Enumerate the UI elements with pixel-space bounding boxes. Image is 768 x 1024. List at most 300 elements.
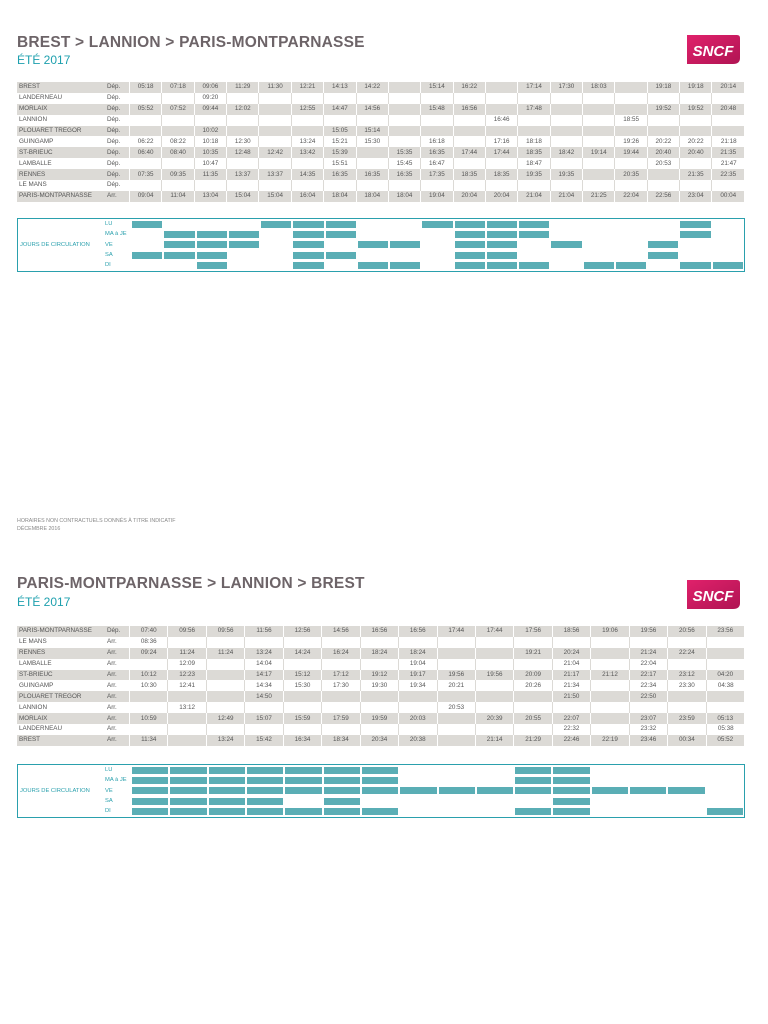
runs-indicator	[247, 767, 283, 774]
station-name: LAMBALLE	[17, 659, 105, 670]
day-cell	[196, 250, 228, 260]
timetable-2-table	[17, 626, 745, 746]
runs-indicator	[285, 777, 321, 784]
time-cell: 18:18	[518, 136, 550, 147]
station-row	[17, 735, 745, 746]
time-cell: 17:59	[322, 713, 360, 724]
time-cell: 19:17	[399, 670, 437, 681]
time-cell: 04:20	[707, 670, 745, 681]
time-cell	[207, 670, 245, 681]
day-cell	[421, 229, 453, 239]
runs-indicator	[285, 767, 321, 774]
time-cell: 19:35	[551, 169, 583, 180]
time-cell	[130, 158, 162, 169]
time-cell: 10:30	[130, 680, 168, 691]
station-name: LANDERNEAU	[17, 724, 105, 735]
runs-indicator	[616, 262, 646, 269]
time-cell	[648, 115, 680, 126]
day-label: VE	[105, 787, 113, 794]
day-cell	[438, 775, 476, 785]
time-cell: 07:35	[130, 169, 162, 180]
day-cell	[208, 806, 246, 816]
time-cell: 22:19	[591, 735, 629, 746]
timetable-1-table	[17, 82, 745, 202]
time-cell: 12:21	[292, 82, 324, 93]
time-cell: 17:44	[454, 147, 486, 158]
time-cell	[583, 126, 615, 137]
day-cell	[389, 219, 421, 229]
time-cell: 07:52	[162, 104, 194, 115]
runs-indicator	[680, 231, 710, 238]
day-cell	[712, 240, 745, 250]
day-cell	[284, 786, 322, 796]
time-cell	[259, 93, 291, 104]
day-cell	[552, 786, 590, 796]
day-cell	[591, 796, 629, 806]
time-cell: 16:04	[292, 191, 324, 202]
runs-indicator	[422, 221, 452, 228]
time-cell	[357, 147, 389, 158]
departure-arrival-label: Arr.	[105, 724, 130, 735]
time-cell	[486, 180, 518, 191]
time-cell	[591, 659, 629, 670]
runs-indicator	[668, 787, 704, 794]
day-cell	[208, 786, 246, 796]
time-cell	[361, 724, 399, 735]
time-cell: 19:52	[648, 104, 680, 115]
time-cell	[284, 691, 322, 702]
time-cell	[476, 648, 514, 659]
time-cell: 21:04	[551, 191, 583, 202]
day-cell	[260, 240, 292, 250]
station-name: LE MANS	[17, 637, 105, 648]
runs-indicator	[324, 798, 360, 805]
time-cell	[207, 724, 245, 735]
day-cell	[357, 260, 389, 270]
runs-indicator	[229, 231, 259, 238]
runs-indicator	[324, 777, 360, 784]
time-cell: 06:40	[130, 147, 162, 158]
time-cell	[284, 724, 322, 735]
runs-indicator	[515, 808, 551, 815]
time-cell	[712, 180, 745, 191]
runs-indicator	[324, 787, 360, 794]
day-cell	[647, 250, 679, 260]
day-cell	[550, 229, 582, 239]
runs-indicator	[592, 787, 628, 794]
runs-indicator	[515, 787, 551, 794]
time-cell: 15:30	[284, 680, 322, 691]
time-cell: 19:18	[680, 82, 712, 93]
time-cell	[322, 637, 360, 648]
day-cell	[323, 806, 361, 816]
departure-arrival-label: Dép.	[105, 180, 130, 191]
time-cell	[259, 104, 291, 115]
runs-indicator	[261, 221, 291, 228]
runs-indicator	[285, 787, 321, 794]
day-cell	[679, 250, 711, 260]
runs-indicator	[551, 241, 581, 248]
day-cell	[131, 775, 169, 785]
time-cell	[389, 126, 421, 137]
runs-indicator	[209, 787, 245, 794]
time-cell	[322, 724, 360, 735]
day-cell	[647, 260, 679, 270]
time-cell: 22:50	[630, 691, 668, 702]
runs-indicator	[553, 777, 589, 784]
runs-indicator	[170, 787, 206, 794]
runs-indicator	[519, 221, 549, 228]
day-cell	[615, 250, 647, 260]
time-cell	[245, 702, 283, 713]
day-cell	[323, 796, 361, 806]
time-cell	[130, 115, 162, 126]
day-cell	[196, 240, 228, 250]
day-cell	[169, 806, 207, 816]
runs-indicator	[400, 787, 436, 794]
station-name: GUINGAMP	[17, 680, 105, 691]
day-cell	[260, 250, 292, 260]
time-cell	[615, 82, 647, 93]
time-cell	[668, 659, 706, 670]
runs-indicator	[326, 231, 356, 238]
day-cell	[284, 796, 322, 806]
time-cell: 20:48	[712, 104, 745, 115]
time-cell: 16:22	[454, 82, 486, 93]
time-cell	[454, 93, 486, 104]
time-cell: 14:50	[245, 691, 283, 702]
day-cell	[292, 229, 324, 239]
runs-indicator	[326, 252, 356, 259]
day-cell	[389, 240, 421, 250]
time-cell: 15:14	[357, 126, 389, 137]
day-cell	[399, 806, 437, 816]
time-cell	[361, 691, 399, 702]
time-cell: 16:35	[324, 169, 356, 180]
time-cell: 22:46	[553, 735, 591, 746]
time-cell	[389, 82, 421, 93]
station-name: LANDERNEAU	[17, 93, 105, 104]
day-cell	[208, 796, 246, 806]
time-cell	[707, 702, 745, 713]
time-cell	[591, 713, 629, 724]
day-cell	[591, 765, 629, 775]
time-cell	[648, 93, 680, 104]
time-cell: 22:04	[630, 659, 668, 670]
time-cell	[514, 659, 552, 670]
time-cell	[361, 659, 399, 670]
time-cell	[668, 637, 706, 648]
day-cell	[667, 806, 705, 816]
day-cell	[228, 250, 260, 260]
time-cell: 22:24	[668, 648, 706, 659]
time-cell: 09:44	[195, 104, 227, 115]
time-cell	[438, 713, 476, 724]
runs-indicator	[170, 767, 206, 774]
day-label: DI	[105, 808, 111, 815]
departure-arrival-label: Dép.	[105, 158, 130, 169]
day-cell	[169, 775, 207, 785]
time-cell: 16:35	[389, 169, 421, 180]
time-cell: 16:56	[454, 104, 486, 115]
runs-indicator	[326, 221, 356, 228]
station-name: LANNION	[17, 702, 105, 713]
day-cell	[518, 250, 550, 260]
days-row	[18, 229, 744, 239]
runs-indicator	[455, 221, 485, 228]
time-cell	[168, 724, 206, 735]
time-cell	[324, 93, 356, 104]
time-cell: 21:18	[712, 136, 745, 147]
timetable-2-subtitle: ÉTÉ 2017	[17, 595, 71, 609]
station-row	[17, 136, 745, 147]
sncf-logo	[685, 33, 741, 67]
day-cell	[196, 260, 228, 270]
time-cell: 17:48	[518, 104, 550, 115]
time-cell	[476, 680, 514, 691]
station-name: GUINGAMP	[17, 136, 105, 147]
time-cell: 00:04	[712, 191, 745, 202]
time-cell	[399, 702, 437, 713]
time-cell	[207, 691, 245, 702]
time-cell	[245, 724, 283, 735]
day-cell	[163, 229, 195, 239]
time-cell: 08:36	[130, 637, 168, 648]
runs-indicator	[132, 777, 168, 784]
runs-indicator	[229, 241, 259, 248]
time-cell: 17:30	[551, 82, 583, 93]
time-cell	[130, 724, 168, 735]
days-caption: JOURS DE CIRCULATION	[20, 787, 90, 794]
station-row	[17, 670, 745, 681]
station-name: RENNES	[17, 169, 105, 180]
time-cell: 23:04	[680, 191, 712, 202]
time-cell: 20:03	[399, 713, 437, 724]
station-name: LANNION	[17, 115, 105, 126]
day-cell	[361, 796, 399, 806]
runs-indicator	[247, 787, 283, 794]
time-cell	[389, 136, 421, 147]
day-cell	[518, 260, 550, 270]
day-cell	[169, 796, 207, 806]
time-cell: 19:04	[421, 191, 453, 202]
day-cell	[552, 796, 590, 806]
time-cell	[162, 158, 194, 169]
day-cell	[361, 806, 399, 816]
time-cell	[207, 680, 245, 691]
time-cell: 12:48	[227, 147, 259, 158]
time-cell	[615, 180, 647, 191]
time-cell: 04:38	[707, 680, 745, 691]
time-cell	[438, 735, 476, 746]
time-cell: 16:56	[399, 626, 437, 637]
time-cell: 14:13	[324, 82, 356, 93]
time-cell	[389, 93, 421, 104]
time-cell: 14:34	[245, 680, 283, 691]
day-cell	[169, 765, 207, 775]
time-cell: 12:49	[207, 713, 245, 724]
day-cell	[357, 219, 389, 229]
day-cell	[399, 786, 437, 796]
time-cell	[583, 104, 615, 115]
time-cell	[514, 691, 552, 702]
time-cell: 23:07	[630, 713, 668, 724]
time-cell: 14:56	[357, 104, 389, 115]
runs-indicator	[164, 231, 194, 238]
time-cell: 19:59	[361, 713, 399, 724]
runs-indicator	[293, 231, 323, 238]
time-cell: 23:56	[707, 626, 745, 637]
time-cell: 07:40	[130, 626, 168, 637]
time-cell: 22:34	[630, 680, 668, 691]
time-cell: 13:04	[195, 191, 227, 202]
time-cell: 10:18	[195, 136, 227, 147]
day-cell	[131, 796, 169, 806]
day-cell	[667, 775, 705, 785]
time-cell: 19:34	[399, 680, 437, 691]
time-cell: 18:24	[361, 648, 399, 659]
time-cell: 17:35	[421, 169, 453, 180]
time-cell: 19:26	[615, 136, 647, 147]
station-row	[17, 126, 745, 137]
time-cell: 09:35	[162, 169, 194, 180]
day-cell	[550, 250, 582, 260]
time-cell	[514, 724, 552, 735]
day-cell	[284, 806, 322, 816]
time-cell	[454, 126, 486, 137]
day-cell	[399, 765, 437, 775]
time-cell	[259, 126, 291, 137]
day-label: MA à JE	[105, 777, 127, 784]
time-cell	[162, 126, 194, 137]
time-cell: 15:35	[389, 147, 421, 158]
time-cell: 17:44	[476, 626, 514, 637]
runs-indicator	[680, 262, 710, 269]
time-cell: 22:56	[648, 191, 680, 202]
day-cell	[518, 229, 550, 239]
time-cell: 15:51	[324, 158, 356, 169]
time-cell: 15:42	[245, 735, 283, 746]
time-cell: 21:47	[712, 158, 745, 169]
time-cell: 23:12	[668, 670, 706, 681]
time-cell	[284, 702, 322, 713]
time-cell: 18:35	[486, 169, 518, 180]
runs-indicator	[209, 808, 245, 815]
runs-indicator	[455, 231, 485, 238]
day-label: LU	[105, 767, 113, 774]
time-cell	[357, 115, 389, 126]
day-cell	[357, 229, 389, 239]
time-cell	[486, 93, 518, 104]
departure-arrival-label: Dép.	[105, 136, 130, 147]
day-cell	[454, 240, 486, 250]
time-cell	[514, 637, 552, 648]
time-cell: 15:14	[421, 82, 453, 93]
runs-indicator	[209, 767, 245, 774]
day-cell	[163, 219, 195, 229]
day-cell	[591, 786, 629, 796]
time-cell: 20:55	[514, 713, 552, 724]
days-caption	[18, 775, 101, 785]
station-row	[17, 104, 745, 115]
time-cell	[421, 180, 453, 191]
time-cell	[162, 115, 194, 126]
time-cell: 14:56	[322, 626, 360, 637]
time-cell: 09:06	[195, 82, 227, 93]
time-cell: 06:22	[130, 136, 162, 147]
station-name: PARIS-MONTPARNASSE	[17, 191, 105, 202]
runs-indicator	[515, 777, 551, 784]
time-cell	[130, 659, 168, 670]
time-cell: 10:12	[130, 670, 168, 681]
day-cell	[228, 229, 260, 239]
day-cell	[629, 786, 667, 796]
departure-arrival-label: Arr.	[105, 702, 130, 713]
time-cell: 07:18	[162, 82, 194, 93]
time-cell	[322, 702, 360, 713]
time-cell: 15:12	[284, 670, 322, 681]
station-name: MORLAIX	[17, 104, 105, 115]
time-cell: 15:39	[324, 147, 356, 158]
day-cell	[667, 765, 705, 775]
time-cell	[668, 702, 706, 713]
time-cell: 13:37	[259, 169, 291, 180]
time-cell	[421, 126, 453, 137]
time-cell	[324, 180, 356, 191]
departure-arrival-label: Dép.	[105, 147, 130, 158]
time-cell	[514, 702, 552, 713]
day-cell	[246, 765, 284, 775]
day-cell	[284, 775, 322, 785]
time-cell: 20:24	[553, 648, 591, 659]
time-cell	[591, 680, 629, 691]
days-row	[18, 219, 744, 229]
time-cell: 14:35	[292, 169, 324, 180]
day-cell	[438, 765, 476, 775]
runs-indicator	[515, 767, 551, 774]
time-cell	[454, 136, 486, 147]
time-cell: 16:34	[284, 735, 322, 746]
departure-arrival-label: Dép.	[105, 169, 130, 180]
time-cell	[668, 691, 706, 702]
disclaimer-note	[17, 517, 175, 534]
runs-indicator	[358, 262, 388, 269]
time-cell: 19:44	[615, 147, 647, 158]
day-cell	[476, 786, 514, 796]
day-cell	[292, 240, 324, 250]
time-cell: 08:22	[162, 136, 194, 147]
time-cell	[668, 724, 706, 735]
time-cell: 20:09	[514, 670, 552, 681]
day-cell	[454, 260, 486, 270]
day-cell	[438, 806, 476, 816]
station-row	[17, 680, 745, 691]
time-cell	[551, 126, 583, 137]
day-cell	[361, 775, 399, 785]
runs-indicator	[324, 767, 360, 774]
days-row	[18, 786, 744, 796]
departure-arrival-label: Arr.	[105, 735, 130, 746]
departure-arrival-label: Arr.	[105, 659, 130, 670]
time-cell	[259, 115, 291, 126]
day-cell	[361, 765, 399, 775]
day-cell	[706, 765, 744, 775]
time-cell	[551, 115, 583, 126]
time-cell: 21:04	[553, 659, 591, 670]
station-row	[17, 648, 745, 659]
station-row	[17, 702, 745, 713]
time-cell: 20:35	[615, 169, 647, 180]
